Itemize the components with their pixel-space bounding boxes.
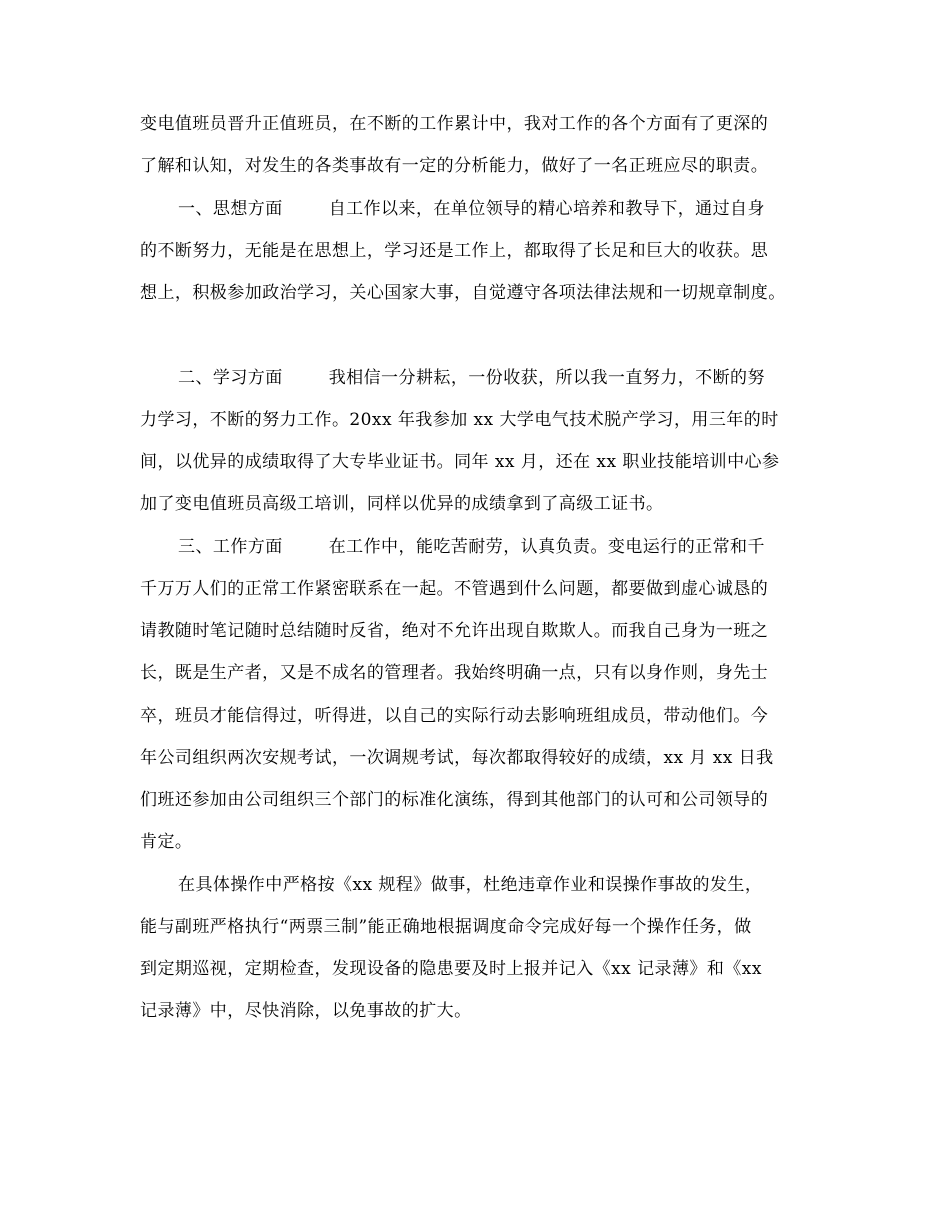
section-heading: 二、学习方面 bbox=[178, 368, 283, 388]
closing-first-line: 在具体操作中严格按《xx 规程》做事，杜绝违章作业和误操作事故的发生， bbox=[178, 875, 763, 895]
section-work-line: 请教随时笔记随时总结随时反省，绝对不允许出现自欺欺人。而我自己身为一班之 bbox=[140, 621, 769, 641]
section-thought-line: 想上，积极参加政治学习，关心国家大事，自觉遵守各项法律法规和一切规章制度。 bbox=[140, 283, 786, 303]
section-text: 自工作以来，在单位领导的精心培养和教导下，通过自身 bbox=[328, 199, 765, 219]
section-thought-first-line bbox=[178, 198, 765, 220]
section-thought-line: 的不断努力，无能是在思想上，学习还是工作上，都取得了长足和巨大的收获。思 bbox=[140, 241, 769, 261]
section-heading: 一、思想方面 bbox=[178, 199, 283, 219]
section-work-line: 年公司组织两次安规考试，一次调规考试，每次都取得较好的成绩，xx 月 xx 日我 bbox=[140, 748, 774, 768]
section-heading: 三、工作方面 bbox=[178, 537, 283, 557]
section-work-line: 长，既是生产者，又是不成名的管理者。我始终明确一点，只有以身作则，身先士 bbox=[140, 663, 769, 683]
intro-line: 了解和认知，对发生的各类事故有一定的分析能力，做好了一名正班应尽的职责。 bbox=[140, 156, 769, 176]
section-text: 在工作中，能吃苦耐劳，认真负责。变电运行的正常和千 bbox=[328, 537, 765, 557]
closing-line: 到定期巡视，定期检查，发现设备的隐患要及时上报并记入《xx 记录薄》和《xx bbox=[140, 959, 762, 979]
section-study-line: 力学习，不断的努力工作。20xx 年我参加 xx 大学电气技术脱产学习，用三年的时 bbox=[140, 410, 779, 430]
section-study-line: 间，以优异的成绩取得了大专毕业证书。同年 xx 月，还在 xx 职业技能培训中心参 bbox=[140, 452, 780, 472]
closing-line: 能与副班严格执行“两票三制”能正确地根据调度命令完成好每一个操作任务，做 bbox=[140, 917, 752, 937]
section-text: 我相信一分耕耘，一份收获，所以我一直努力，不断的努 bbox=[328, 368, 765, 388]
section-work-line: 千万万人们的正常工作紧密联系在一起。不管遇到什么问题，都要做到虚心诚恳的 bbox=[140, 579, 769, 599]
section-study-line: 加了变电值班员高级工培训，同样以优异的成绩拿到了高级工证书。 bbox=[140, 494, 664, 514]
section-work-first-line bbox=[178, 536, 765, 558]
section-study-first-line bbox=[178, 367, 765, 389]
section-work-line: 们班还参加由公司组织三个部门的标准化演练，得到其他部门的认可和公司领导的 bbox=[140, 790, 769, 810]
section-work-line: 肯定。 bbox=[140, 832, 193, 852]
intro-line: 变电值班员晋升正值班员，在不断的工作累计中，我对工作的各个方面有了更深的 bbox=[140, 114, 769, 134]
closing-line: 记录薄》中，尽快消除，以免事故的扩大。 bbox=[140, 1001, 472, 1021]
section-work-line: 卒，班员才能信得过，听得进，以自己的实际行动去影响班组成员，带动他们。今 bbox=[140, 706, 769, 726]
